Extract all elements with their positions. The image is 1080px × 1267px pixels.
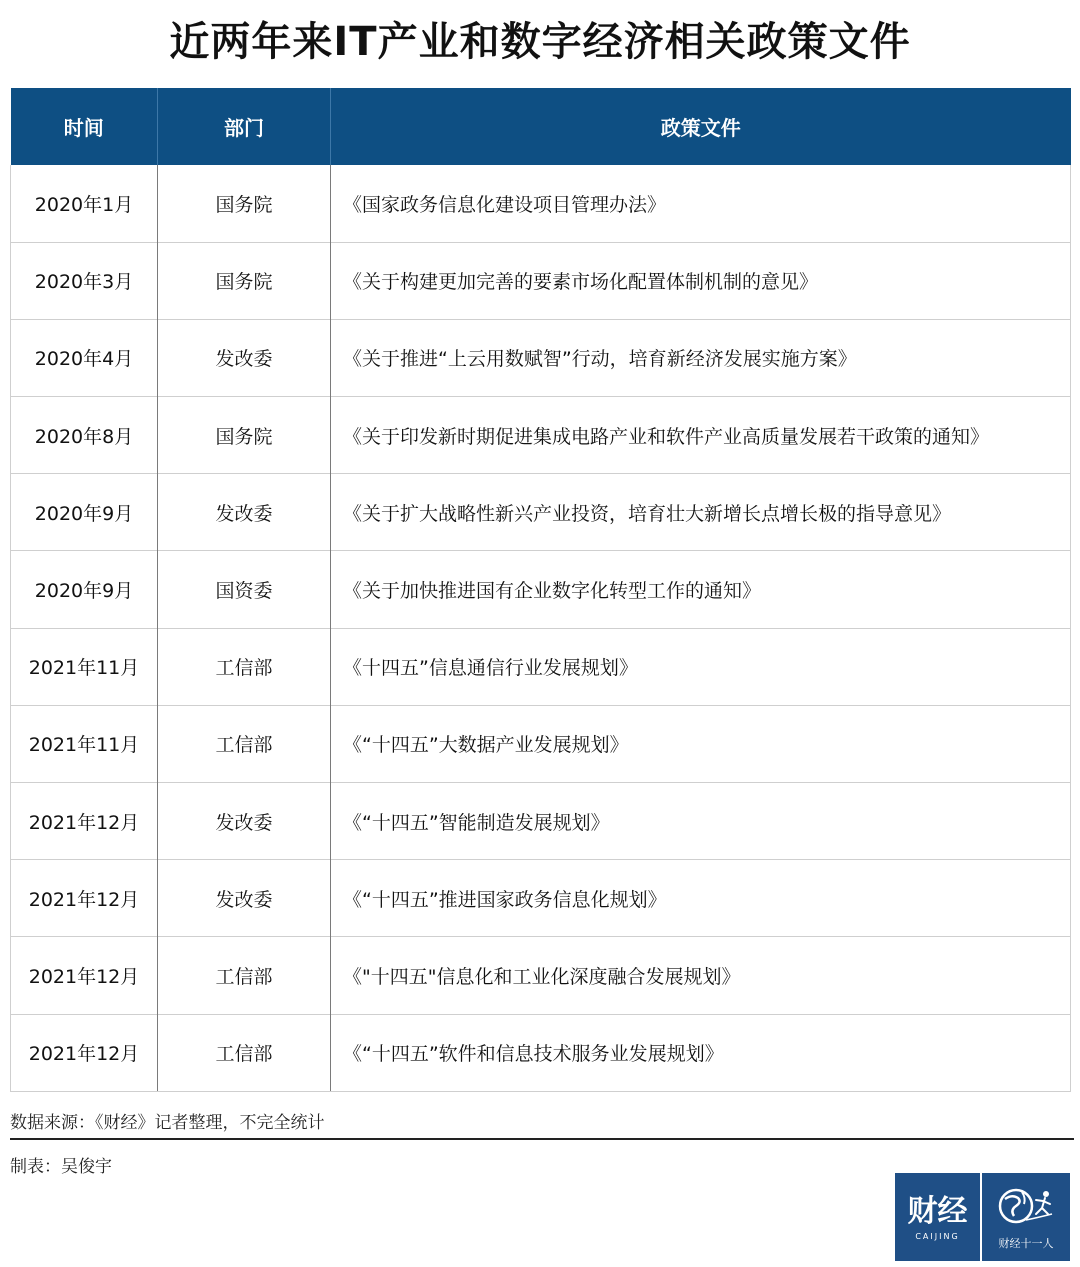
- logo-main-text: 财经: [907, 1193, 968, 1229]
- cell-doc: 《"十四五"信息化和工业化深度融合发展规划》: [331, 937, 1071, 1014]
- cell-time: 2020年9月: [11, 474, 158, 551]
- source-note: 数据来源：《财经》记者整理，不完全统计: [10, 1113, 325, 1133]
- cell-doc: 《“十四五”推进国家政务信息化规划》: [331, 860, 1071, 937]
- cell-dept: 发改委: [158, 783, 331, 860]
- cell-time: 2021年12月: [11, 1014, 158, 1091]
- cell-doc: 《十四五”信息通信行业发展规划》: [331, 628, 1071, 705]
- cell-dept: 发改委: [158, 474, 331, 551]
- cell-doc: 《关于推进“上云用数赋智”行动，培育新经济发展实施方案》: [331, 319, 1071, 396]
- table-row: [11, 474, 1071, 551]
- cell-doc: 《国家政务信息化建设项目管理办法》: [331, 165, 1071, 242]
- table-row: [11, 165, 1071, 242]
- cell-time: 2020年1月: [11, 165, 158, 242]
- cell-dept: 国务院: [158, 397, 331, 474]
- cell-time: 2020年8月: [11, 397, 158, 474]
- logo-emblem: [982, 1173, 1070, 1261]
- cell-dept: 国务院: [158, 242, 331, 319]
- cell-dept: 工信部: [158, 937, 331, 1014]
- cell-doc: 《“十四五”软件和信息技术服务业发展规划》: [331, 1014, 1071, 1091]
- cell-dept: 发改委: [158, 860, 331, 937]
- cell-time: 2020年4月: [11, 319, 158, 396]
- header-row: [11, 88, 1071, 165]
- cell-doc: 《“十四五”大数据产业发展规划》: [331, 705, 1071, 782]
- cell-dept: 工信部: [158, 705, 331, 782]
- cell-time: 2021年12月: [11, 783, 158, 860]
- cell-dept: 国务院: [158, 165, 331, 242]
- author-note: 制表：吴俊宇: [10, 1157, 112, 1177]
- header-time: 时间: [11, 88, 158, 165]
- cell-time: 2021年11月: [11, 628, 158, 705]
- table-row: [11, 628, 1071, 705]
- page-title: 近两年来IT产业和数字经济相关政策文件: [169, 19, 911, 65]
- cell-dept: 发改委: [158, 319, 331, 396]
- table-row: [11, 242, 1071, 319]
- header-dept: 部门: [158, 88, 331, 165]
- table-row: [11, 783, 1071, 860]
- cell-time: 2021年11月: [11, 705, 158, 782]
- logo-sub-text: CAIJING: [915, 1231, 960, 1241]
- cell-time: 2021年12月: [11, 860, 158, 937]
- divider: [10, 1138, 1074, 1140]
- cell-doc: 《关于构建更加完善的要素市场化配置体制机制的意见》: [331, 242, 1071, 319]
- cell-dept: 工信部: [158, 1014, 331, 1091]
- table-row: [11, 860, 1071, 937]
- cell-doc: 《关于加快推进国有企业数字化转型工作的通知》: [331, 551, 1071, 628]
- cell-time: 2020年9月: [11, 551, 158, 628]
- globe-runner-icon: [996, 1184, 1056, 1232]
- table-row: [11, 705, 1071, 782]
- table-row: [11, 319, 1071, 396]
- cell-time: 2020年3月: [11, 242, 158, 319]
- cell-doc: 《“十四五”智能制造发展规划》: [331, 783, 1071, 860]
- table-row: [11, 937, 1071, 1014]
- cell-doc: 《关于印发新时期促进集成电路产业和软件产业高质量发展若干政策的通知》: [331, 397, 1071, 474]
- table-body: [11, 165, 1071, 1091]
- cell-dept: 国资委: [158, 551, 331, 628]
- table-header: [11, 88, 1071, 165]
- logo-name-text: 财经十一人: [998, 1236, 1054, 1250]
- table-row: [11, 397, 1071, 474]
- header-doc: 政策文件: [331, 88, 1071, 165]
- brand-logo: [895, 1173, 1070, 1261]
- table-row: [11, 551, 1071, 628]
- logo-wordmark: [895, 1173, 982, 1261]
- policy-table: [10, 88, 1071, 1092]
- cell-doc: 《关于扩大战略性新兴产业投资，培育壮大新增长点增长极的指导意见》: [331, 474, 1071, 551]
- cell-dept: 工信部: [158, 628, 331, 705]
- cell-time: 2021年12月: [11, 937, 158, 1014]
- table-row: [11, 1014, 1071, 1091]
